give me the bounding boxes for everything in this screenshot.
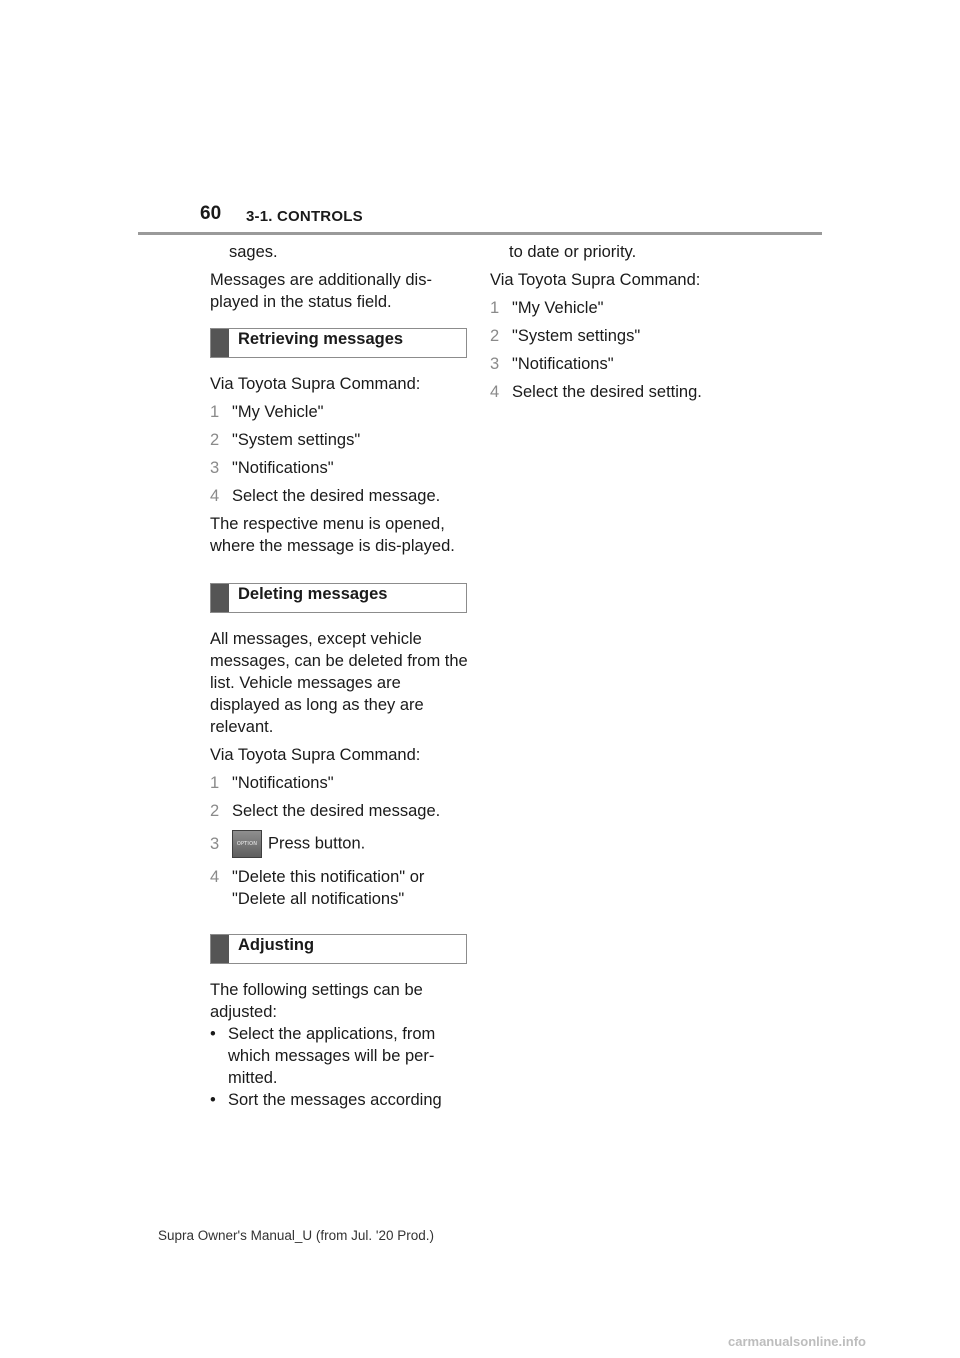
step-text: "Notifications" <box>232 459 334 477</box>
step-text: "System settings" <box>512 327 641 345</box>
step-number: 3 <box>210 459 220 477</box>
heading-label: Adjusting <box>238 936 315 954</box>
option-button-icon: OPTION <box>232 830 262 858</box>
step-text: Select the desired setting. <box>512 383 702 401</box>
list-item <box>490 353 752 375</box>
retrieving-messages-heading <box>210 328 467 358</box>
step-number: 1 <box>210 774 220 792</box>
list-item <box>210 1023 472 1089</box>
right-column <box>490 241 752 409</box>
heading-bar <box>211 329 229 357</box>
step-number: 2 <box>210 802 220 820</box>
step-number: 2 <box>210 431 220 449</box>
adjusting-paragraph: The following settings can be adjusted: <box>210 981 423 1021</box>
continued-text: sages. <box>229 243 278 261</box>
heading-label: Deleting messages <box>238 585 388 603</box>
bullet-icon: • <box>210 1091 216 1109</box>
step-number: 2 <box>490 327 500 345</box>
step-text: "My Vehicle" <box>232 403 324 421</box>
step-text: "Notifications" <box>512 355 614 373</box>
status-field-paragraph: Messages are additionally dis-played in the status field. <box>210 271 432 311</box>
deleting-paragraph: All messages, except vehicle messages, can be deleted from the list. Vehicle messages are displayed as long as they are relevant. <box>210 630 468 736</box>
step-number: 1 <box>490 299 500 317</box>
list-item <box>210 429 472 451</box>
header-rule <box>138 232 822 235</box>
list-item <box>490 381 752 403</box>
list-item <box>210 401 472 423</box>
page-number: 60 <box>200 203 222 224</box>
list-item <box>210 866 472 910</box>
list-item <box>210 1089 472 1111</box>
heading-label: Retrieving messages <box>238 330 404 348</box>
list-item <box>210 772 472 794</box>
heading-bar <box>211 935 229 963</box>
step-number: 3 <box>210 835 220 853</box>
adjusting-heading <box>210 934 467 964</box>
bullet-text: Sort the messages according <box>228 1091 442 1109</box>
step-text: "Notifications" <box>232 774 334 792</box>
list-item <box>210 457 472 479</box>
step-text: Select the desired message. <box>232 487 441 505</box>
settings-intro: Via Toyota Supra Command: <box>490 271 701 289</box>
step-number: 1 <box>210 403 220 421</box>
list-item <box>490 297 752 319</box>
list-item <box>210 830 472 858</box>
step-number: 3 <box>490 355 500 373</box>
step-number: 4 <box>210 487 220 505</box>
step-text: "System settings" <box>232 431 361 449</box>
left-column <box>210 241 472 1111</box>
step-number: 4 <box>210 868 220 886</box>
step-number: 4 <box>490 383 500 401</box>
watermark: carmanualsonline.info <box>728 1334 866 1349</box>
step-text: Select the desired message. <box>232 802 441 820</box>
list-item <box>210 485 472 507</box>
heading-bar <box>211 584 229 612</box>
deleting-messages-heading <box>210 583 467 613</box>
step-text: "My Vehicle" <box>512 299 604 317</box>
bullet-icon: • <box>210 1025 216 1043</box>
deleting-intro: Via Toyota Supra Command: <box>210 746 421 764</box>
list-item <box>210 800 472 822</box>
continued-text: to date or priority. <box>509 243 637 261</box>
retrieving-intro: Via Toyota Supra Command: <box>210 375 421 393</box>
footer-text: Supra Owner's Manual_U (from Jul. '20 Prod.) <box>158 1228 435 1243</box>
list-item <box>490 325 752 347</box>
section-title: 3-1. CONTROLS <box>246 208 363 225</box>
bullet-text: Select the applications, from which messages will be per-mitted. <box>228 1025 436 1087</box>
step-text: Press button. <box>268 834 366 853</box>
step-text: "Delete this notification" or "Delete all notifications" <box>232 868 425 908</box>
step-text-with-button <box>232 830 472 858</box>
retrieving-after: The respective menu is opened, where the message is dis-played. <box>210 515 455 555</box>
